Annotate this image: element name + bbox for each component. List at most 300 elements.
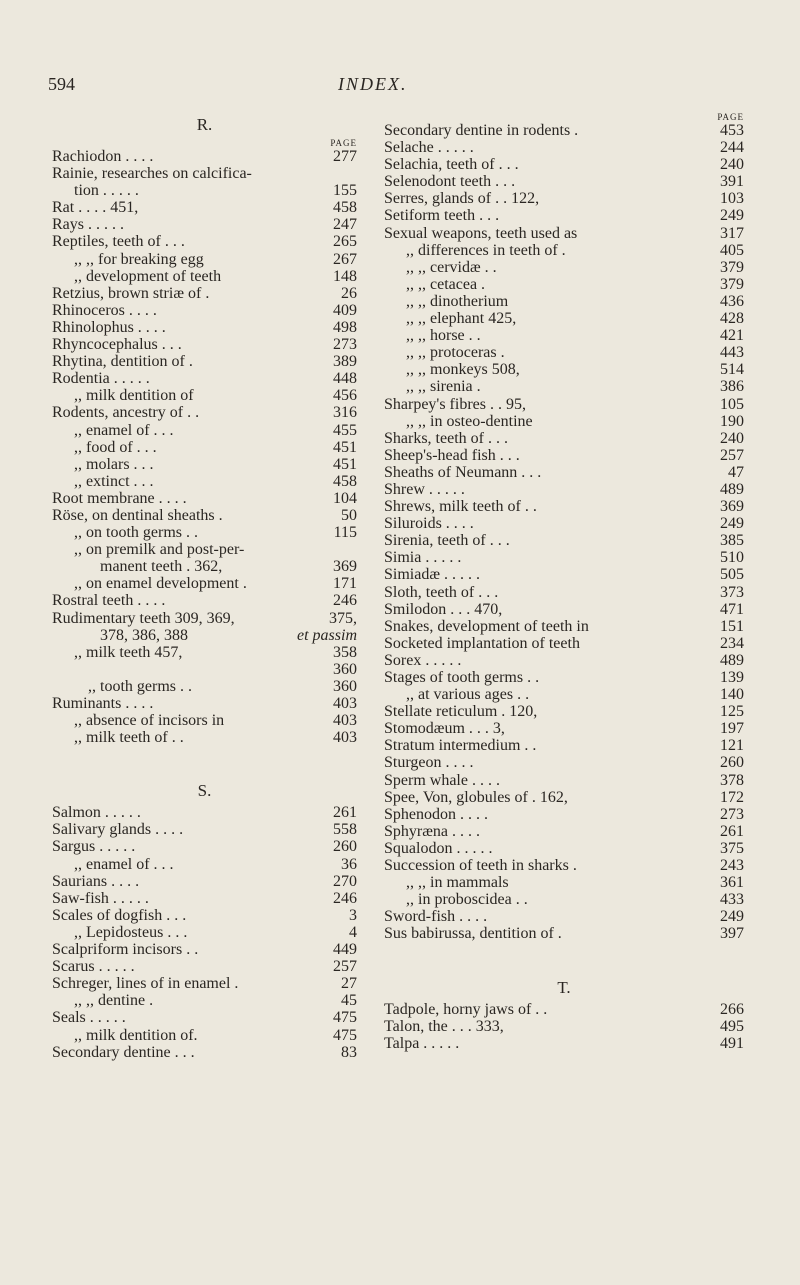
- entry-term: Stellate reticulum . 120,: [384, 703, 538, 721]
- entry-term: ,, ,, in osteo-dentine: [406, 412, 533, 430]
- entry-term: Root membrane . . . .: [52, 489, 187, 507]
- entry-term: Sexual weapons, teeth used as: [384, 224, 578, 242]
- entry-term: Sphenodon . . . .: [384, 805, 488, 823]
- entry-pages: 103: [720, 190, 744, 208]
- entry-term: Sargus . . . . .: [52, 838, 136, 856]
- entry-pages: 375: [720, 839, 744, 857]
- entry-term: ,, molars . . .: [74, 455, 154, 473]
- entry-pages: 249: [720, 207, 744, 225]
- entry-term: ,, ,, dentine .: [74, 992, 154, 1010]
- entry-pages: 50: [341, 506, 357, 524]
- entry-pages: 261: [333, 804, 357, 822]
- entry-term: ,, ,, horse . .: [406, 327, 481, 345]
- entry-pages: 433: [720, 891, 744, 909]
- entry-term: Talpa . . . . .: [384, 1034, 460, 1052]
- index-entry: [384, 139, 744, 156]
- index-entry: [384, 310, 744, 327]
- index-entry: [384, 413, 744, 430]
- entry-term: Simia . . . . .: [384, 549, 462, 567]
- entry-term: Salmon . . . . .: [52, 804, 141, 822]
- entry-term: Sorex . . . . .: [384, 651, 462, 669]
- index-entry: [52, 695, 357, 712]
- index-entry: [52, 644, 357, 661]
- entry-term: Stomodæum . . . 3,: [384, 720, 505, 738]
- index-entry: [52, 319, 357, 336]
- entry-term: Rhyncocephalus . . .: [52, 336, 182, 354]
- entry-term: Salivary glands . . . .: [52, 821, 184, 839]
- index-entry: [52, 422, 357, 439]
- entry-pages: 403: [333, 712, 357, 730]
- entry-term: manent teeth . 362,: [100, 558, 223, 576]
- entry-term: Stages of tooth germs . .: [384, 669, 540, 686]
- entry-pages: 471: [720, 600, 744, 618]
- entry-pages: 375,: [329, 609, 357, 627]
- entry-term: ,, on tooth germs . .: [74, 524, 198, 542]
- entry-pages: 360: [333, 660, 357, 678]
- entry-pages: 409: [333, 301, 357, 319]
- index-entry: [384, 1018, 744, 1035]
- index-entry: [384, 635, 744, 652]
- entry-pages: [353, 541, 357, 558]
- entry-pages: 26: [341, 284, 357, 302]
- entry-pages: 505: [720, 566, 744, 584]
- entry-pages: 125: [720, 703, 744, 721]
- entry-pages: 267: [333, 250, 357, 268]
- entry-pages: 4: [349, 923, 357, 941]
- entry-term: ,, ,, for breaking egg: [74, 250, 204, 268]
- entry-pages: 458: [333, 472, 357, 490]
- entry-pages: 369: [720, 498, 744, 516]
- entry-term: Rostral teeth . . . .: [52, 592, 166, 610]
- entry-term: ,, food of . . .: [74, 438, 157, 456]
- entry-pages: 243: [720, 857, 744, 875]
- entry-pages: 104: [333, 489, 357, 507]
- index-entry: [52, 507, 357, 524]
- entry-term: Siluroids . . . .: [384, 515, 474, 533]
- entry-term: ,, on premilk and post-per-: [74, 541, 245, 559]
- page-column-label: PAGE: [330, 138, 357, 148]
- entry-pages: 489: [720, 651, 744, 669]
- index-entry: [384, 549, 744, 566]
- index-entry: [52, 353, 357, 370]
- entry-term: Sturgeon . . . .: [384, 754, 474, 772]
- index-entry: [52, 182, 357, 199]
- index-entry: [52, 302, 357, 319]
- entry-pages: 246: [333, 592, 357, 610]
- entry-term: tion . . . . .: [74, 182, 139, 200]
- index-entry: [384, 396, 744, 413]
- index-entry: [52, 992, 357, 1009]
- entry-pages: 240: [720, 429, 744, 447]
- entry-pages: 148: [333, 267, 357, 285]
- index-entry: [52, 1044, 357, 1061]
- entry-term: Selachia, teeth of . . .: [384, 156, 519, 174]
- index-entry: [52, 838, 357, 855]
- index-entry: [52, 216, 357, 233]
- index-entry: [52, 678, 357, 695]
- index-entry: [384, 515, 744, 532]
- entry-pages: 257: [333, 958, 357, 976]
- entry-pages: 260: [720, 754, 744, 772]
- entry-pages: 247: [333, 216, 357, 234]
- index-entry: [52, 873, 357, 890]
- entry-pages: 403: [333, 695, 357, 712]
- entry-pages: 171: [333, 575, 357, 593]
- entry-term: Rodentia . . . . .: [52, 370, 150, 388]
- entry-term: Secondary dentine in rodents .: [384, 122, 579, 139]
- entry-pages: 121: [720, 737, 744, 755]
- index-entry: [52, 1009, 357, 1026]
- index-entry: [384, 481, 744, 498]
- entry-pages: 421: [720, 327, 744, 345]
- entry-term: ,, tooth germs . .: [88, 677, 192, 695]
- index-entry: [384, 122, 744, 139]
- index-entry: [52, 251, 357, 268]
- index-entry: [384, 447, 744, 464]
- entry-pages: 448: [333, 370, 357, 388]
- left-column: [52, 112, 357, 1061]
- entry-term: Scarus . . . . .: [52, 958, 135, 976]
- index-entry: [52, 268, 357, 285]
- entry-pages: 270: [333, 872, 357, 890]
- entry-pages: 266: [720, 1000, 744, 1018]
- index-entry: [52, 592, 357, 609]
- index-entry: [384, 190, 744, 207]
- entry-pages: 47: [728, 463, 744, 481]
- entry-pages: 140: [720, 686, 744, 704]
- index-entry: [52, 541, 357, 558]
- entry-term: Socketed implantation of teeth: [384, 634, 580, 652]
- entry-pages: 475: [333, 1009, 357, 1027]
- page-column-label: PAGE: [717, 112, 744, 122]
- entry-pages: 361: [720, 874, 744, 892]
- entry-pages: 240: [720, 156, 744, 174]
- entry-pages: 36: [341, 855, 357, 873]
- index-entry: [52, 890, 357, 907]
- entry-pages: 360: [333, 677, 357, 695]
- entry-term: ,, milk teeth of . .: [74, 729, 184, 747]
- entry-term: ,, in proboscidea . .: [406, 891, 528, 909]
- index-entry: [384, 1001, 744, 1018]
- index-entry: [384, 276, 744, 293]
- entry-pages: 197: [720, 720, 744, 738]
- index-entry: [52, 661, 357, 678]
- entry-term: ,, at various ages . .: [406, 686, 530, 704]
- entry-term: ,, ,, cetacea .: [406, 275, 486, 293]
- index-entry: [384, 703, 744, 720]
- index-entry: [52, 387, 357, 404]
- entry-term: Rainie, researches on calcifica-: [52, 165, 252, 183]
- entry-pages: 514: [720, 361, 744, 379]
- entry-term: ,, on enamel development .: [74, 575, 247, 593]
- entry-pages: 151: [720, 617, 744, 635]
- entry-pages: 458: [333, 199, 357, 217]
- entry-pages: 391: [720, 173, 744, 191]
- entry-pages: 234: [720, 634, 744, 652]
- entry-pages: 379: [720, 275, 744, 293]
- entry-term: Scales of dogfish . . .: [52, 906, 187, 924]
- index-entry: [52, 627, 357, 644]
- entry-pages: 428: [720, 310, 744, 328]
- index-entry: [52, 924, 357, 941]
- index-entry: [52, 941, 357, 958]
- entry-pages: 405: [720, 241, 744, 259]
- entry-term: Reptiles, teeth of . . .: [52, 233, 185, 251]
- entry-pages: 378: [720, 771, 744, 789]
- entry-term: Talon, the . . . 333,: [384, 1017, 504, 1035]
- index-entry: [384, 225, 744, 242]
- entry-pages: 379: [720, 258, 744, 276]
- entry-term: Simiadæ . . . . .: [384, 566, 481, 584]
- index-entry: [384, 464, 744, 481]
- entry-list-r: [52, 148, 357, 746]
- index-entry: [384, 720, 744, 737]
- index-entry: [384, 293, 744, 310]
- entry-term: ,, development of teeth: [74, 267, 222, 285]
- entry-pages: 260: [333, 838, 357, 856]
- index-entry: [52, 148, 357, 165]
- entry-pages: 83: [341, 1043, 357, 1061]
- index-entry: [384, 925, 744, 942]
- entry-pages: 369: [333, 558, 357, 576]
- entry-term: Serres, glands of . . 122,: [384, 190, 540, 208]
- entry-pages: [353, 165, 357, 182]
- entry-term: ,, extinct . . .: [74, 472, 154, 490]
- index-entry: [52, 975, 357, 992]
- entry-pages: 155: [333, 182, 357, 200]
- index-entry: [384, 361, 744, 378]
- section-heading-r: R.: [196, 115, 213, 134]
- entry-term: Sperm whale . . . .: [384, 771, 500, 789]
- entry-term: Sharpey's fibres . . 95,: [384, 395, 526, 413]
- entry-term: ,, absence of incisors in: [74, 712, 225, 730]
- entry-pages: 453: [720, 122, 744, 139]
- index-entry: [384, 498, 744, 515]
- entry-term: ,, ,, sirenia .: [406, 378, 481, 396]
- page-title: INDEX.: [338, 74, 408, 94]
- entry-term: Sloth, teeth of . . .: [384, 583, 499, 601]
- entry-pages: 456: [333, 387, 357, 405]
- entry-term: [52, 661, 329, 678]
- index-entry: [52, 473, 357, 490]
- entry-term: ,, milk teeth 457,: [74, 643, 183, 661]
- entry-pages: 316: [333, 404, 357, 422]
- entry-term: Rhytina, dentition of .: [52, 353, 193, 371]
- index-entry: [384, 601, 744, 618]
- entry-term: Smilodon . . . 470,: [384, 600, 503, 618]
- entry-pages: 317: [720, 224, 744, 242]
- entry-term: ,, ,, protoceras .: [406, 344, 505, 362]
- entry-pages: 495: [720, 1017, 744, 1035]
- entry-term: ,, ,, elephant 425,: [406, 310, 517, 328]
- entry-pages: 436: [720, 292, 744, 310]
- entry-pages: 257: [720, 446, 744, 464]
- entry-term: Rhinolophus . . . .: [52, 318, 166, 336]
- entry-term: Shrews, milk teeth of . .: [384, 498, 537, 516]
- entry-term: Squalodon . . . . .: [384, 839, 493, 857]
- index-entry: [384, 857, 744, 874]
- entry-term: Rodents, ancestry of . .: [52, 404, 200, 422]
- index-entry: [384, 259, 744, 276]
- entry-pages: 455: [333, 421, 357, 439]
- section-heading-s: S.: [197, 781, 212, 801]
- entry-pages: et passim: [297, 626, 357, 644]
- entry-pages: 498: [333, 318, 357, 336]
- right-column: [384, 112, 744, 1052]
- entry-pages: 172: [720, 788, 744, 806]
- entry-term: Selache . . . . .: [384, 139, 474, 157]
- entry-pages: 3: [349, 906, 357, 924]
- index-entry: [384, 584, 744, 601]
- index-entry: [384, 806, 744, 823]
- entry-term: Ruminants . . . .: [52, 695, 154, 712]
- entry-term: Sirenia, teeth of . . .: [384, 532, 510, 550]
- index-entry: [52, 712, 357, 729]
- index-entry: [384, 789, 744, 806]
- entry-pages: 358: [333, 643, 357, 661]
- entry-pages: 491: [720, 1034, 744, 1052]
- index-entry: [52, 285, 357, 302]
- index-entry: [384, 1035, 744, 1052]
- entry-term: 378, 386, 388: [100, 626, 188, 644]
- index-entry: [52, 729, 357, 746]
- entry-term: Rachiodon . . . .: [52, 148, 154, 165]
- index-entry: [52, 610, 357, 627]
- entry-pages: 489: [720, 480, 744, 498]
- entry-pages: 265: [333, 233, 357, 251]
- index-entry: [384, 532, 744, 549]
- index-entry: [52, 404, 357, 421]
- entry-pages: 389: [333, 353, 357, 371]
- entry-term: Secondary dentine . . .: [52, 1043, 195, 1061]
- entry-term: Stratum intermedium . .: [384, 737, 537, 755]
- index-entry: [384, 874, 744, 891]
- index-entry: [52, 1027, 357, 1044]
- entry-term: Setiform teeth . . .: [384, 207, 500, 225]
- index-entry: [384, 207, 744, 224]
- index-entry: [384, 430, 744, 447]
- index-entry: [52, 804, 357, 821]
- entry-pages: 249: [720, 908, 744, 926]
- index-entry: [52, 958, 357, 975]
- entry-term: ,, milk dentition of: [74, 387, 194, 405]
- section-heading-t: T.: [557, 977, 571, 997]
- index-entry: [384, 618, 744, 635]
- entry-pages: 277: [333, 148, 357, 165]
- entry-term: Sharks, teeth of . . .: [384, 429, 508, 447]
- index-entry: [384, 652, 744, 669]
- index-entry: [52, 233, 357, 250]
- entry-pages: 105: [720, 395, 744, 413]
- index-entry: [52, 821, 357, 838]
- index-entry: [52, 336, 357, 353]
- index-entry: [384, 173, 744, 190]
- index-entry: [384, 772, 744, 789]
- entry-term: Sword-fish . . . .: [384, 908, 488, 926]
- entry-term: ,, ,, dinotherium: [406, 292, 509, 310]
- index-entry: [384, 156, 744, 173]
- entry-term: ,, milk dentition of.: [74, 1026, 198, 1044]
- index-entry: [52, 558, 357, 575]
- entry-term: Rudimentary teeth 309, 369,: [52, 609, 235, 627]
- index-entry: [52, 524, 357, 541]
- entry-pages: 273: [720, 805, 744, 823]
- index-entry: [384, 378, 744, 395]
- entry-pages: 403: [333, 729, 357, 747]
- index-entry: [384, 823, 744, 840]
- index-entry: [52, 856, 357, 873]
- index-entry: [52, 575, 357, 592]
- entry-term: Saw-fish . . . . .: [52, 889, 149, 907]
- entry-term: Seals . . . . .: [52, 1009, 126, 1027]
- entry-term: Succession of teeth in sharks .: [384, 857, 577, 875]
- entry-pages: 385: [720, 532, 744, 550]
- entry-term: Scalpriform incisors . .: [52, 941, 199, 959]
- entry-term: ,, differences in teeth of .: [406, 241, 566, 259]
- entry-term: Tadpole, horny jaws of . .: [384, 1000, 548, 1018]
- entry-pages: 249: [720, 515, 744, 533]
- index-entry: [384, 754, 744, 771]
- entry-pages: 261: [720, 822, 744, 840]
- entry-pages: 386: [720, 378, 744, 396]
- entry-term: Sheaths of Neumann . . .: [384, 463, 542, 481]
- entry-pages: 451: [333, 438, 357, 456]
- index-entry: [384, 344, 744, 361]
- entry-term: ,, ,, monkeys 508,: [406, 361, 520, 379]
- index-entry: [52, 165, 357, 182]
- entry-pages: 27: [341, 975, 357, 993]
- index-entry: [52, 490, 357, 507]
- entry-term: ,, ,, in mammals: [406, 874, 509, 892]
- index-entry: [384, 669, 744, 686]
- entry-term: Rays . . . . .: [52, 216, 124, 234]
- entry-term: ,, Lepidosteus . . .: [74, 923, 188, 941]
- index-entry: [52, 199, 357, 216]
- entry-pages: 45: [341, 992, 357, 1010]
- entry-pages: 558: [333, 821, 357, 839]
- entry-pages: 475: [333, 1026, 357, 1044]
- entry-list-s-continued: [384, 122, 744, 943]
- index-entry: [52, 439, 357, 456]
- index-entry: [384, 840, 744, 857]
- entry-term: Spee, Von, globules of . 162,: [384, 788, 568, 806]
- entry-term: Rhinoceros . . . .: [52, 301, 157, 319]
- index-entry: [384, 327, 744, 344]
- entry-term: Saurians . . . .: [52, 872, 140, 890]
- entry-term: ,, ,, cervidæ . .: [406, 258, 497, 276]
- entry-term: Retzius, brown striæ of .: [52, 284, 210, 302]
- entry-term: ,, enamel of . . .: [74, 421, 174, 439]
- entry-pages: 273: [333, 336, 357, 354]
- entry-term: Rat . . . . 451,: [52, 199, 139, 217]
- entry-pages: 397: [720, 925, 744, 943]
- entry-pages: 139: [720, 669, 744, 686]
- entry-pages: 373: [720, 583, 744, 601]
- entry-list-s: [52, 804, 357, 1060]
- entry-pages: 190: [720, 412, 744, 430]
- entry-term: Schreger, lines of in enamel .: [52, 975, 239, 993]
- index-entry: [384, 737, 744, 754]
- index-entry: [384, 686, 744, 703]
- entry-term: Sus babirussa, dentition of .: [384, 925, 562, 943]
- index-entry: [384, 891, 744, 908]
- entry-term: Röse, on dentinal sheaths .: [52, 506, 223, 524]
- index-entry: [384, 566, 744, 583]
- entry-term: Sheep's-head fish . . .: [384, 446, 520, 464]
- index-entry: [52, 456, 357, 473]
- index-entry: [52, 370, 357, 387]
- entry-pages: 443: [720, 344, 744, 362]
